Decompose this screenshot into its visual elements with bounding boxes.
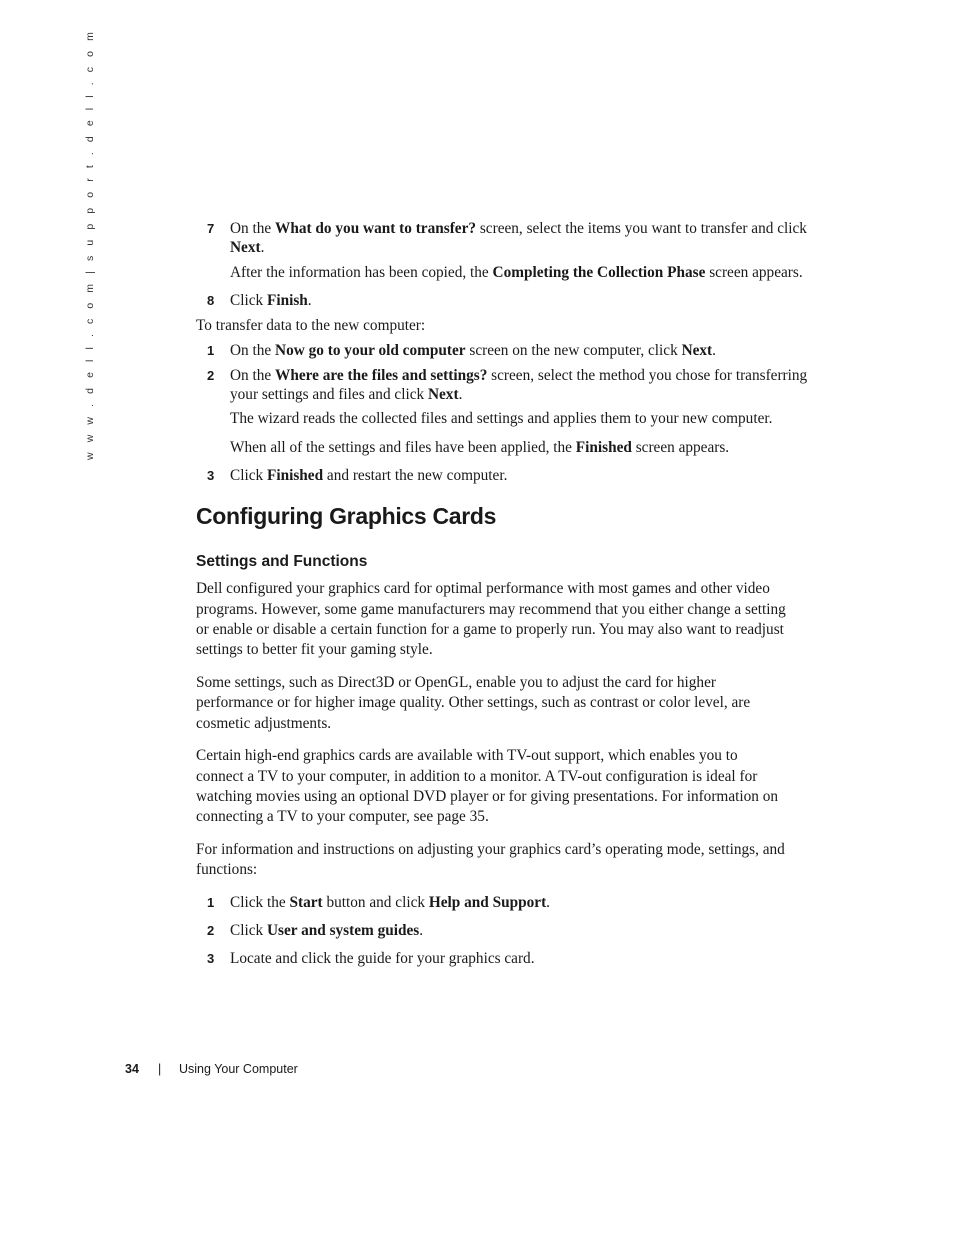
paragraph-line: Some settings, such as Direct3D or OpenGL, enable you to adjust the card for higher xyxy=(196,674,716,691)
ui-term: Finished xyxy=(575,439,632,456)
footer-section-title: Using Your Computer xyxy=(179,1062,298,1076)
step-number: 8 xyxy=(207,293,215,308)
step-text: On the What do you want to transfer? screen, select the items you want to transfer and click xyxy=(230,220,807,237)
paragraph-line: For information and instructions on adjusting your graphics card’s operating mode, settings, and xyxy=(196,841,785,858)
side-url-text: w w w . d e l l . c o m | s u p p o r t . d e l l . c o m xyxy=(84,28,96,460)
ui-term: Start xyxy=(289,894,323,911)
step-text: On the Where are the files and settings? screen, select the method you chose for transferring xyxy=(230,367,808,384)
step-number: 3 xyxy=(207,951,215,966)
step-text: your settings and files and click Next. xyxy=(230,386,463,403)
page-number: 34 xyxy=(125,1062,139,1076)
paragraph-line: settings to better fit your gaming style. xyxy=(196,641,433,658)
step-text: Next. xyxy=(230,239,265,256)
paragraph-line: performance or for higher image quality. Other settings, such as contrast or color level, are xyxy=(196,694,751,711)
step-text: Click User and system guides. xyxy=(230,922,424,939)
step-number: 1 xyxy=(207,895,215,910)
step-note: The wizard reads the collected files and settings and applies them to your new computer. xyxy=(230,410,773,427)
step-number: 3 xyxy=(207,468,215,483)
ui-term: Help and Support xyxy=(428,894,547,911)
step-number: 1 xyxy=(207,343,215,358)
ui-term: Where are the files and settings? xyxy=(275,367,488,384)
paragraph-line: cosmetic adjustments. xyxy=(196,715,332,732)
ui-term: What do you want to transfer? xyxy=(275,220,477,237)
transfer-intro: To transfer data to the new computer: xyxy=(196,317,426,334)
paragraph-line: Dell configured your graphics card for optimal performance with most games and other video xyxy=(196,580,770,597)
step-number: 2 xyxy=(207,923,215,938)
paragraph-line: functions: xyxy=(196,861,258,878)
ui-term: Finish xyxy=(266,292,308,309)
footer-separator: | xyxy=(158,1062,162,1076)
step-text: Click Finished and restart the new computer. xyxy=(230,467,508,484)
step-text: Locate and click the guide for your graphics card. xyxy=(230,950,535,967)
paragraph-line: programs. However, some game manufacturers may recommend that you either change a setting xyxy=(196,601,786,618)
section-heading: Configuring Graphics Cards xyxy=(196,503,497,529)
step-note: After the information has been copied, the Completing the Collection Phase screen appears. xyxy=(230,264,803,281)
paragraph-line: Certain high-end graphics cards are available with TV-out support, which enables you to xyxy=(196,747,738,764)
step-number: 7 xyxy=(207,221,215,236)
paragraph-line: or enable or disable a certain function for a game to properly run. You may also want to readjust xyxy=(196,621,784,638)
ui-term: Next xyxy=(230,239,261,256)
ui-term: Completing the Collection Phase xyxy=(492,264,706,281)
ui-term: Next xyxy=(427,386,459,403)
paragraph-line: connecting a TV to your computer, see page 35. xyxy=(196,808,489,825)
ui-term: Finished xyxy=(266,467,324,484)
paragraph-line: connect a TV to your computer, in addition to a monitor. A TV-out configuration is ideal for xyxy=(196,768,758,785)
ui-term: User and system guides xyxy=(266,922,420,939)
step-number: 2 xyxy=(207,368,215,383)
ui-term: Now go to your old computer xyxy=(275,342,466,359)
step-text: Click the Start button and click Help and Support. xyxy=(230,894,550,911)
step-text: Click Finish. xyxy=(230,292,312,309)
subsection-heading: Settings and Functions xyxy=(196,553,368,570)
ui-term: Next xyxy=(681,342,713,359)
paragraph-line: watching movies using an optional DVD player or for giving presentations. For information on xyxy=(196,788,779,805)
step-text: On the Now go to your old computer screen on the new computer, click Next. xyxy=(230,342,716,359)
step-note: When all of the settings and files have been applied, the Finished screen appears. xyxy=(230,439,730,456)
